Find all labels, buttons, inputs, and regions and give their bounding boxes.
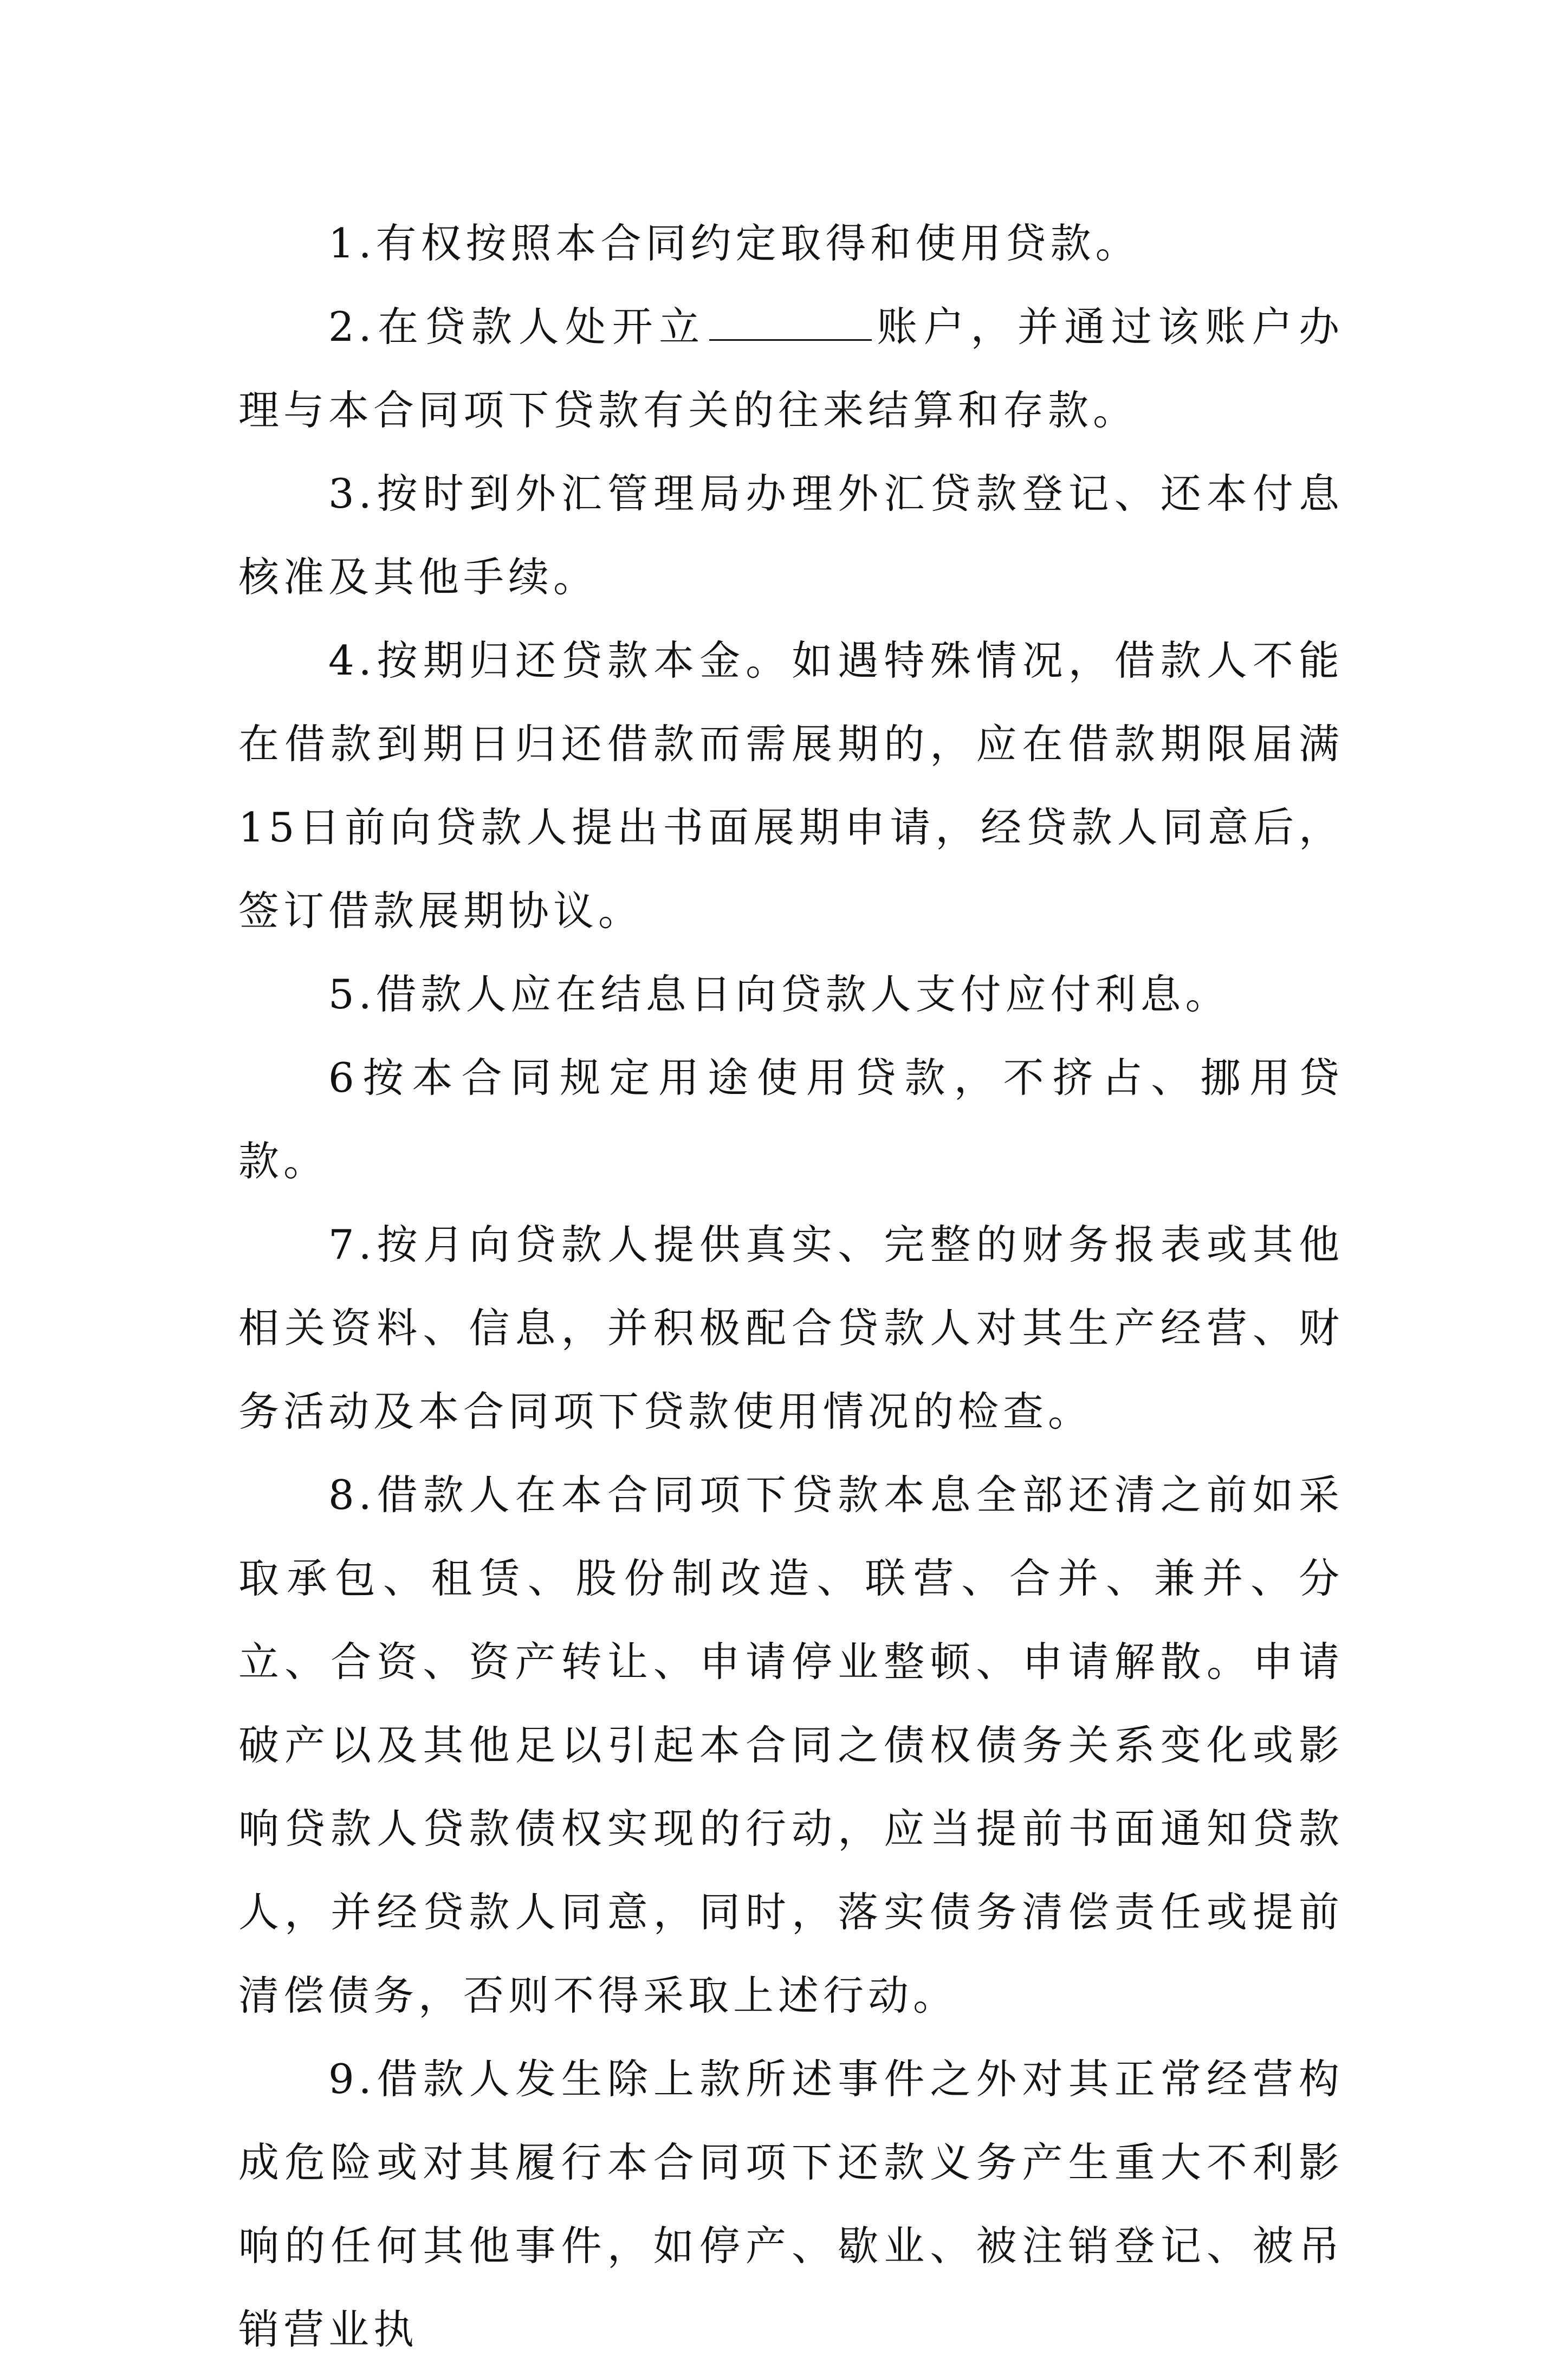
paragraph-2-after-blank: 账户，并通过该账户办理与本合同项下贷款有关的往来结算和存款。 — [238, 303, 1344, 434]
paragraph-1: 1.有权按照本合同约定取得和使用贷款。 — [328, 219, 1141, 267]
paragraph-2 — [238, 285, 1344, 452]
paragraph-7: 7.按月向贷款人提供真实、完整的财务报表或其他相关资料、信息，并积极配合贷款人对其生产经营、财务活动及本合同项下贷款使用情况的检查。 — [238, 1221, 1344, 1435]
account-blank-field[interactable] — [709, 301, 872, 341]
contract-body — [238, 202, 1344, 2371]
paragraph-5: 5.借款人应在结息日向贷款人支付应付利息。 — [328, 970, 1230, 1018]
paragraph-3: 3.按时到外汇管理局办理外汇贷款登记、还本付息核准及其他手续。 — [238, 470, 1344, 601]
paragraph-9: 9.借款人发生除上款所述事件之外对其正常经营构成危险或对其履行本合同项下还款义务产生重大不利影响的任何其他事件，如停产、歇业、被注销登记、被吊销营业执 — [238, 2055, 1344, 2353]
paragraph-8: 8.借款人在本合同项下贷款本息全部还清之前如采取承包、租赁、股份制改造、联营、合并、兼并、分立、合资、资产转让、申请停业整顿、申请解散。申请破产以及其他足以引起本合同之债权债务关系变化或影响贷款人贷款债权实现的行动，应当提前书面通知贷款人，并经贷款人同意，同时，落实债务清偿责任或提前清偿债务，否则不得采取上述行动。 — [238, 1471, 1344, 2019]
paragraph-6: 6按本合同规定用途使用贷款，不挤占、挪用贷款。 — [238, 1054, 1344, 1185]
paragraph-4: 4.按期归还贷款本金。如遇特殊情况，借款人不能在借款到期日归还借款而需展期的，应在借款期限届满15日前向贷款人提出书面展期申请，经贷款人同意后，签订借款展期协议。 — [238, 637, 1344, 935]
paragraph-2-before-blank: 2.在贷款人处开立 — [328, 303, 706, 351]
